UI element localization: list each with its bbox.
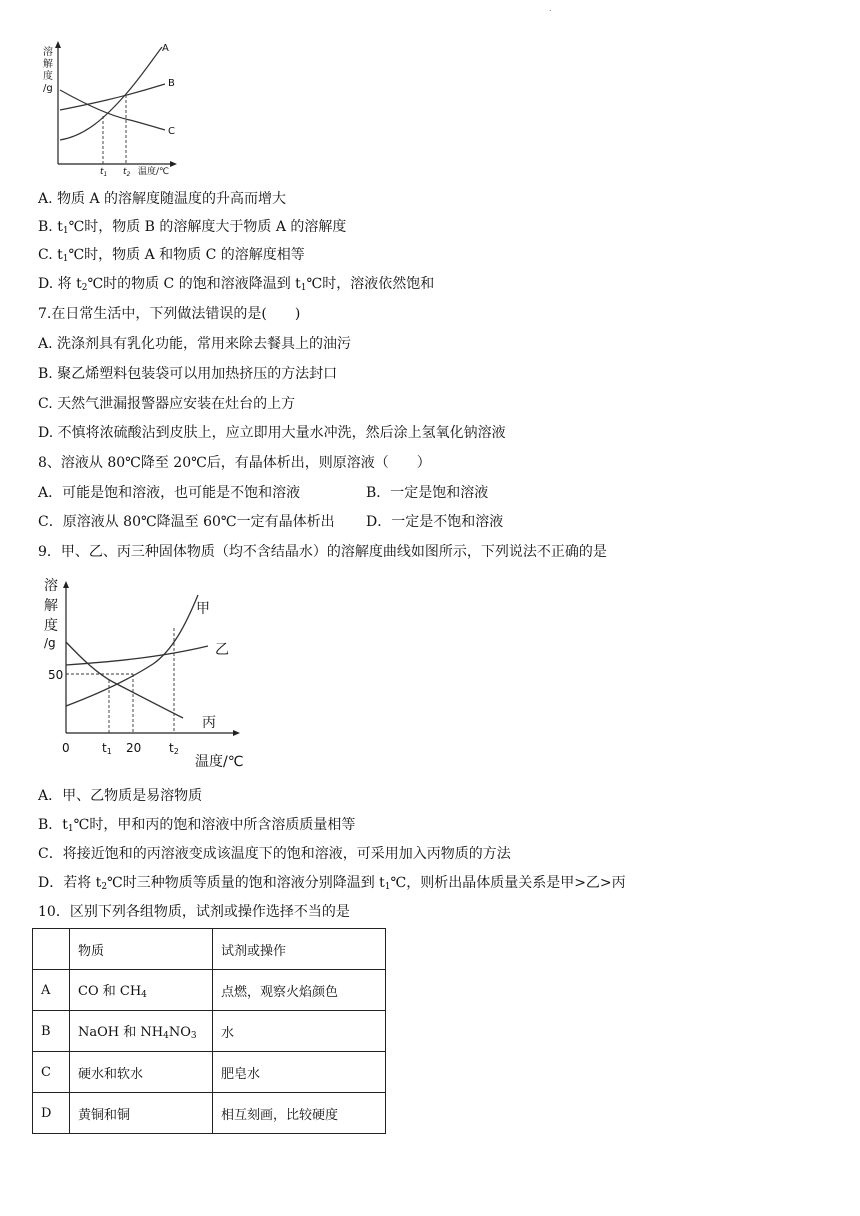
- q9-option-a: A．甲、乙物质是易溶物质: [38, 788, 203, 804]
- q7-option-c: C. 天然气泄漏报警器应安装在灶台的上方: [38, 396, 296, 412]
- x-tick-20: 20: [126, 741, 142, 755]
- y-label-3: 度: [43, 71, 53, 82]
- q8-option-a: A．可能是饱和溶液，也可能是不饱和溶液: [38, 485, 301, 501]
- header-cell-operation: 试剂或操作: [213, 929, 386, 970]
- row-material: 硬水和软水: [70, 1052, 213, 1093]
- x-axis-arrow: [233, 730, 240, 736]
- series-label-a: A: [162, 43, 169, 54]
- q6-option-a: A. 物质 A 的溶解度随温度的升高而增大: [38, 191, 287, 207]
- series-label-yi: 乙: [215, 642, 229, 658]
- series-label-jia: 甲: [196, 601, 210, 617]
- q8-option-b: B．一定是饱和溶液: [366, 485, 489, 501]
- table-row: [33, 1093, 386, 1134]
- header-dot: .: [549, 4, 552, 13]
- q8-option-d: D．一定是不饱和溶液: [366, 514, 504, 530]
- row-material: 黄铜和铜: [70, 1093, 213, 1134]
- row-operation: 肥皂水: [213, 1052, 386, 1093]
- y-axis-arrow: [55, 41, 61, 48]
- y-label-3: 度: [44, 618, 58, 634]
- x-tick-0: 0: [62, 741, 70, 755]
- q6-option-b: B. $t_1℃$时，物质 B 的溶解度大于物质 A 的溶解度: [38, 219, 347, 236]
- x-axis-label: 温度/℃: [138, 167, 170, 177]
- row-key: D: [33, 1093, 70, 1134]
- curve-b: [60, 84, 165, 110]
- q10-table: [32, 928, 386, 1134]
- row-key: A: [33, 970, 70, 1011]
- series-label-bing: 丙: [202, 715, 216, 731]
- x-axis-label: 温度/℃: [195, 754, 244, 770]
- q10-stem: 10．区别下列各组物质，试剂或操作选择不当的是: [38, 904, 350, 920]
- x-tick-t1: $t_1$: [100, 167, 108, 178]
- y-label-2: 解: [44, 598, 58, 614]
- q9-option-c: C．将接近饱和的丙溶液变成该温度下的饱和溶液，可采用加入丙物质的方法: [38, 846, 511, 862]
- series-label-c: C: [168, 126, 175, 137]
- row-key: B: [33, 1011, 70, 1052]
- x-tick-t2: $t_2$: [123, 167, 131, 178]
- x-tick-t1: t1: [102, 741, 112, 756]
- x-tick-t2: t2: [169, 741, 179, 756]
- solubility-chart-abc: [40, 38, 190, 178]
- q7-option-a: A. 洗涤剂具有乳化功能，常用来除去餐具上的油污: [38, 336, 352, 352]
- header-cell-key: [33, 929, 70, 970]
- y-label-4: /g: [43, 83, 53, 94]
- row-operation: 相互刻画，比较硬度: [213, 1093, 386, 1134]
- curve-a: [60, 47, 162, 140]
- row-operation: 水: [213, 1011, 386, 1052]
- q9-option-b: B．$t_1℃$时，甲和丙的饱和溶液中所含溶质质量相等: [38, 817, 356, 834]
- header-cell-material: 物质: [70, 929, 213, 970]
- y-label-1: 溶: [44, 578, 58, 594]
- q8-stem: 8、溶液从 80℃降至 20℃后，有晶体析出，则原溶液（ ）: [38, 455, 431, 471]
- q6-option-d: D. 将 $t_2℃$时的物质 C 的饱和溶液降温到 $t_1℃$时，溶液依然饱和: [38, 276, 435, 293]
- q9-option-d: D．若将 $t_2℃$时三种物质等质量的饱和溶液分别降温到 $t_1℃$，则析出晶体质量关系是甲>乙>丙: [38, 875, 626, 892]
- q8-option-c: C．原溶液从 80℃降温至 60℃一定有晶体析出: [38, 514, 335, 530]
- y-label-1: 溶: [43, 47, 53, 58]
- table-row: [33, 970, 386, 1011]
- q7-option-b: B. 聚乙烯塑料包装袋可以用加热挤压的方法封口: [38, 366, 338, 382]
- y-tick-50: 50: [48, 668, 64, 682]
- y-label-2: 解: [43, 59, 53, 70]
- table-row: [33, 1011, 386, 1052]
- table-row: [33, 1052, 386, 1093]
- y-axis-arrow: [63, 581, 69, 588]
- series-label-b: B: [168, 78, 175, 89]
- solubility-chart-jia-yi-bing: [38, 570, 258, 770]
- q9-stem: 9．甲、乙、丙三种固体物质（均不含结晶水）的溶解度曲线如图所示，下列说法不正确的是: [38, 544, 607, 560]
- y-label-4: /g: [44, 636, 56, 650]
- q6-option-c: C. $t_1℃$时，物质 A 和物质 C 的溶解度相等: [38, 247, 305, 264]
- x-axis-arrow: [170, 161, 177, 167]
- table-header-row: [33, 929, 386, 970]
- row-material: NaOH 和 $NH_4NO_3$: [70, 1011, 213, 1052]
- row-key: C: [33, 1052, 70, 1093]
- q7-stem: 7.在日常生活中，下列做法错误的是( ): [38, 306, 301, 322]
- row-operation: 点燃，观察火焰颜色: [213, 970, 386, 1011]
- curve-c: [60, 90, 165, 130]
- row-material: CO 和 $CH_4$: [70, 970, 213, 1011]
- q7-option-d: D. 不慎将浓硫酸沾到皮肤上，应立即用大量水冲洗，然后涂上氢氧化钠溶液: [38, 425, 506, 441]
- curve-jia: [66, 595, 198, 706]
